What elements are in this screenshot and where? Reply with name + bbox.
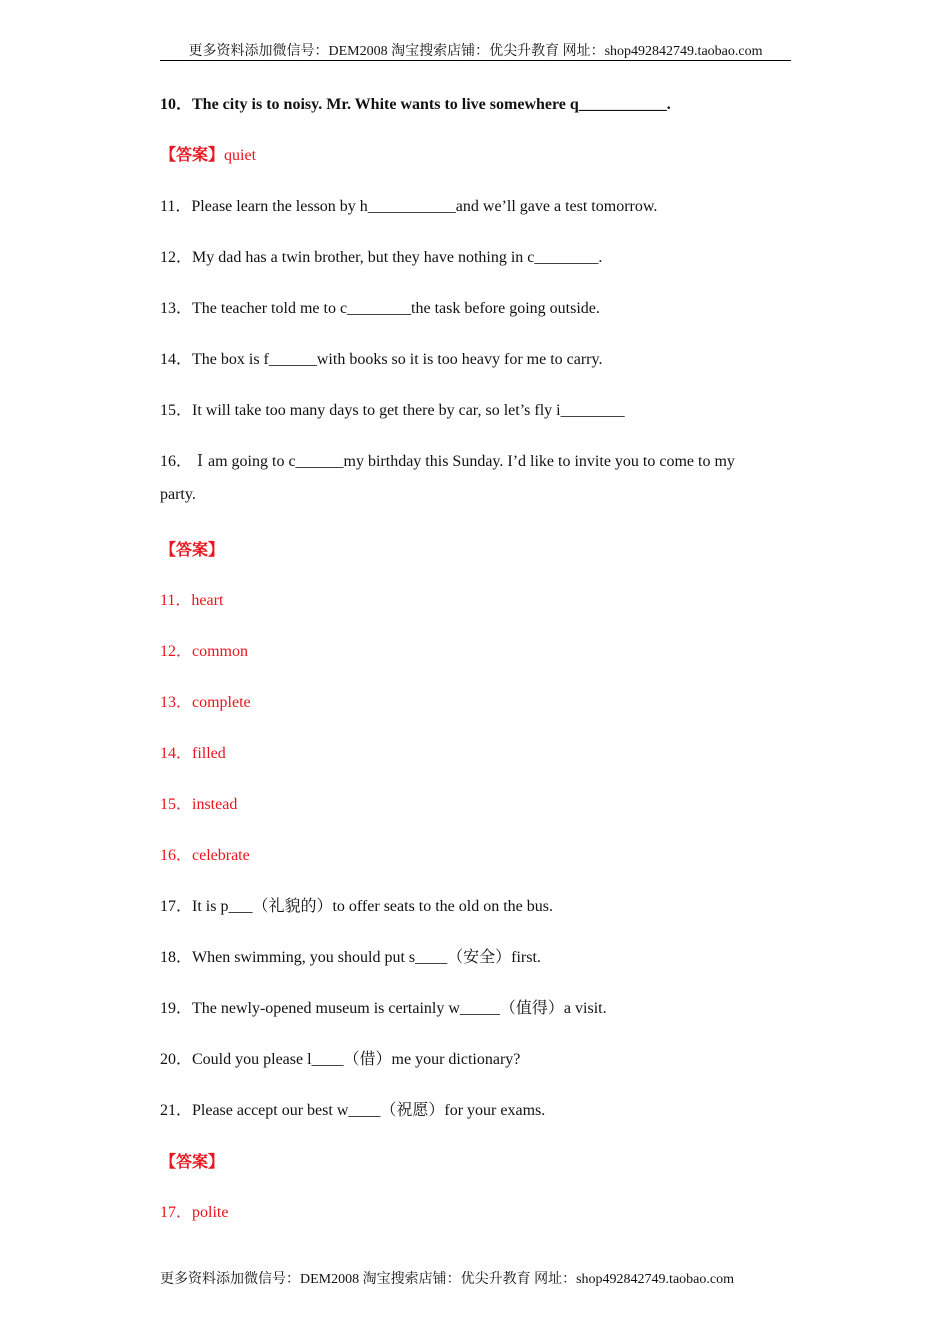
question-17: 17．It is p___（礼貌的）to offer seats to the old on the bus.	[160, 898, 554, 915]
answer-14: 14．filled	[160, 745, 226, 762]
answer-15: 15．instead	[160, 796, 238, 813]
question-16-line1: 16．Ｉam going to c______my birthday this Sunday. I’d like to invite you to come to my	[160, 453, 735, 470]
answer-12: 12．common	[160, 643, 248, 660]
question-20: 20．Could you please l____（借）me your dictionary?	[160, 1051, 521, 1068]
answer-16: 16．celebrate	[160, 847, 250, 864]
answer-label-11-16: 【答案】	[160, 542, 225, 559]
answer-17: 17．polite	[160, 1204, 229, 1221]
question-15: 15．It will take too many days to get there by car, so let’s fly i________	[160, 402, 625, 419]
page-footer: 更多资料添加微信号：DEM2008 淘宝搜索店铺：优尖升教育 网址：shop492842749.taobao.com	[160, 1272, 734, 1287]
question-12: 12．My dad has a twin brother, but they have nothing in c________.	[160, 249, 603, 266]
question-21: 21．Please accept our best w____（祝愿）for your exams.	[160, 1102, 546, 1119]
question-14: 14．The box is f______with books so it is too heavy for me to carry.	[160, 351, 603, 368]
answer-10	[160, 142, 256, 165]
answer-label: 【答案】	[160, 147, 225, 164]
answer-text: quiet	[224, 147, 257, 164]
answer-13: 13．complete	[160, 694, 251, 711]
question-10: 10．The city is to noisy. Mr. White wants to live somewhere q___________.	[160, 96, 671, 113]
answer-11: 11．heart	[160, 592, 224, 609]
page-header: 更多资料添加微信号：DEM2008 淘宝搜索店铺：优尖升教育 网址：shop492842749.taobao.com	[160, 40, 791, 61]
question-18: 18．When swimming, you should put s____（安全）first.	[160, 949, 541, 966]
question-16-line2: party.	[160, 486, 196, 503]
question-13: 13．The teacher told me to c________the task before going outside.	[160, 300, 600, 317]
answer-label-17-21: 【答案】	[160, 1154, 225, 1171]
question-19: 19．The newly-opened museum is certainly w_____（值得）a visit.	[160, 1000, 607, 1017]
question-11: 11．Please learn the lesson by h___________and we’ll gave a test tomorrow.	[160, 198, 658, 215]
